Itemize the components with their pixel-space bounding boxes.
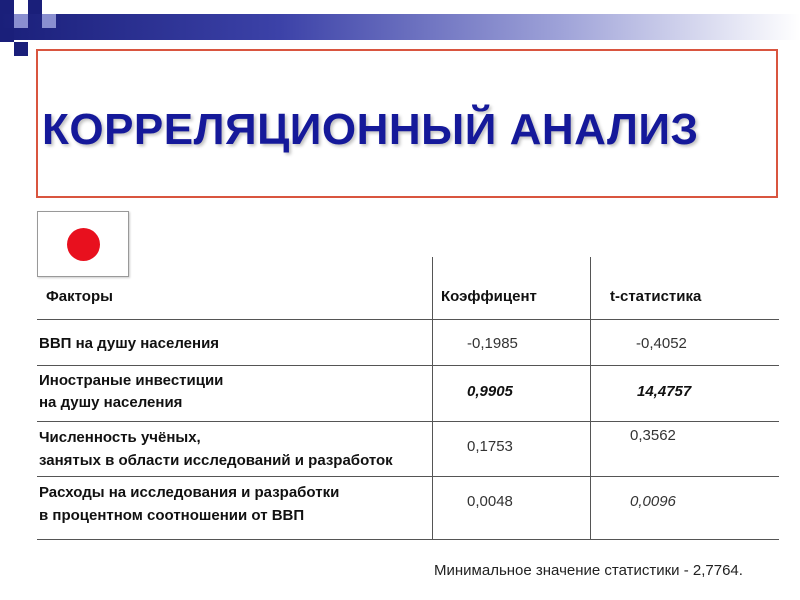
decor-square: [0, 28, 14, 42]
row-factor-label-line2: занятых в области исследований и разработок: [39, 452, 393, 469]
decor-square: [14, 42, 28, 56]
table-divider: [432, 257, 433, 540]
decor-square: [0, 0, 14, 14]
row-tstat: 0,3562: [630, 427, 676, 444]
column-header-factors: Факторы: [46, 288, 113, 305]
row-tstat: 14,4757: [637, 383, 692, 400]
flag-red-disc: [67, 228, 100, 261]
row-factor-label: Расходы на исследования и разработки: [39, 484, 340, 501]
table-divider: [37, 365, 779, 366]
table-divider: [37, 476, 779, 477]
row-tstat: -0,4052: [636, 335, 687, 352]
row-coefficient: 0,9905: [467, 383, 513, 400]
minimum-statistic-note: Минимальное значение статистики - 2,7764.: [434, 562, 743, 579]
table-divider: [590, 257, 591, 540]
japan-flag-icon: [37, 211, 129, 277]
page-title: КОРРЕЛЯЦИОННЫЙ АНАЛИЗ: [42, 105, 699, 154]
decor-square: [28, 0, 42, 14]
row-factor-label: Численность учёных,: [39, 429, 201, 446]
row-factor-label: ВВП на душу населения: [39, 335, 220, 352]
row-factor-label: Иностраные инвестиции: [39, 372, 224, 389]
row-coefficient: 0,0048: [467, 493, 513, 510]
row-tstat: 0,0096: [630, 493, 676, 510]
table-divider: [37, 319, 779, 320]
column-header-tstat: t-статистика: [610, 288, 702, 305]
header-gradient-bar: [0, 14, 800, 40]
column-header-coefficient: Коэффицент: [441, 288, 537, 305]
row-coefficient: -0,1985: [467, 335, 518, 352]
row-factor-label-line2: в процентном соотношении от ВВП: [39, 507, 305, 524]
decor-square: [42, 14, 56, 28]
decor-square: [14, 14, 28, 28]
row-coefficient: 0,1753: [467, 438, 513, 455]
title-box: [36, 49, 778, 198]
table-divider: [37, 539, 779, 540]
table-divider: [37, 421, 779, 422]
row-factor-label-line2: на душу населения: [39, 394, 183, 411]
